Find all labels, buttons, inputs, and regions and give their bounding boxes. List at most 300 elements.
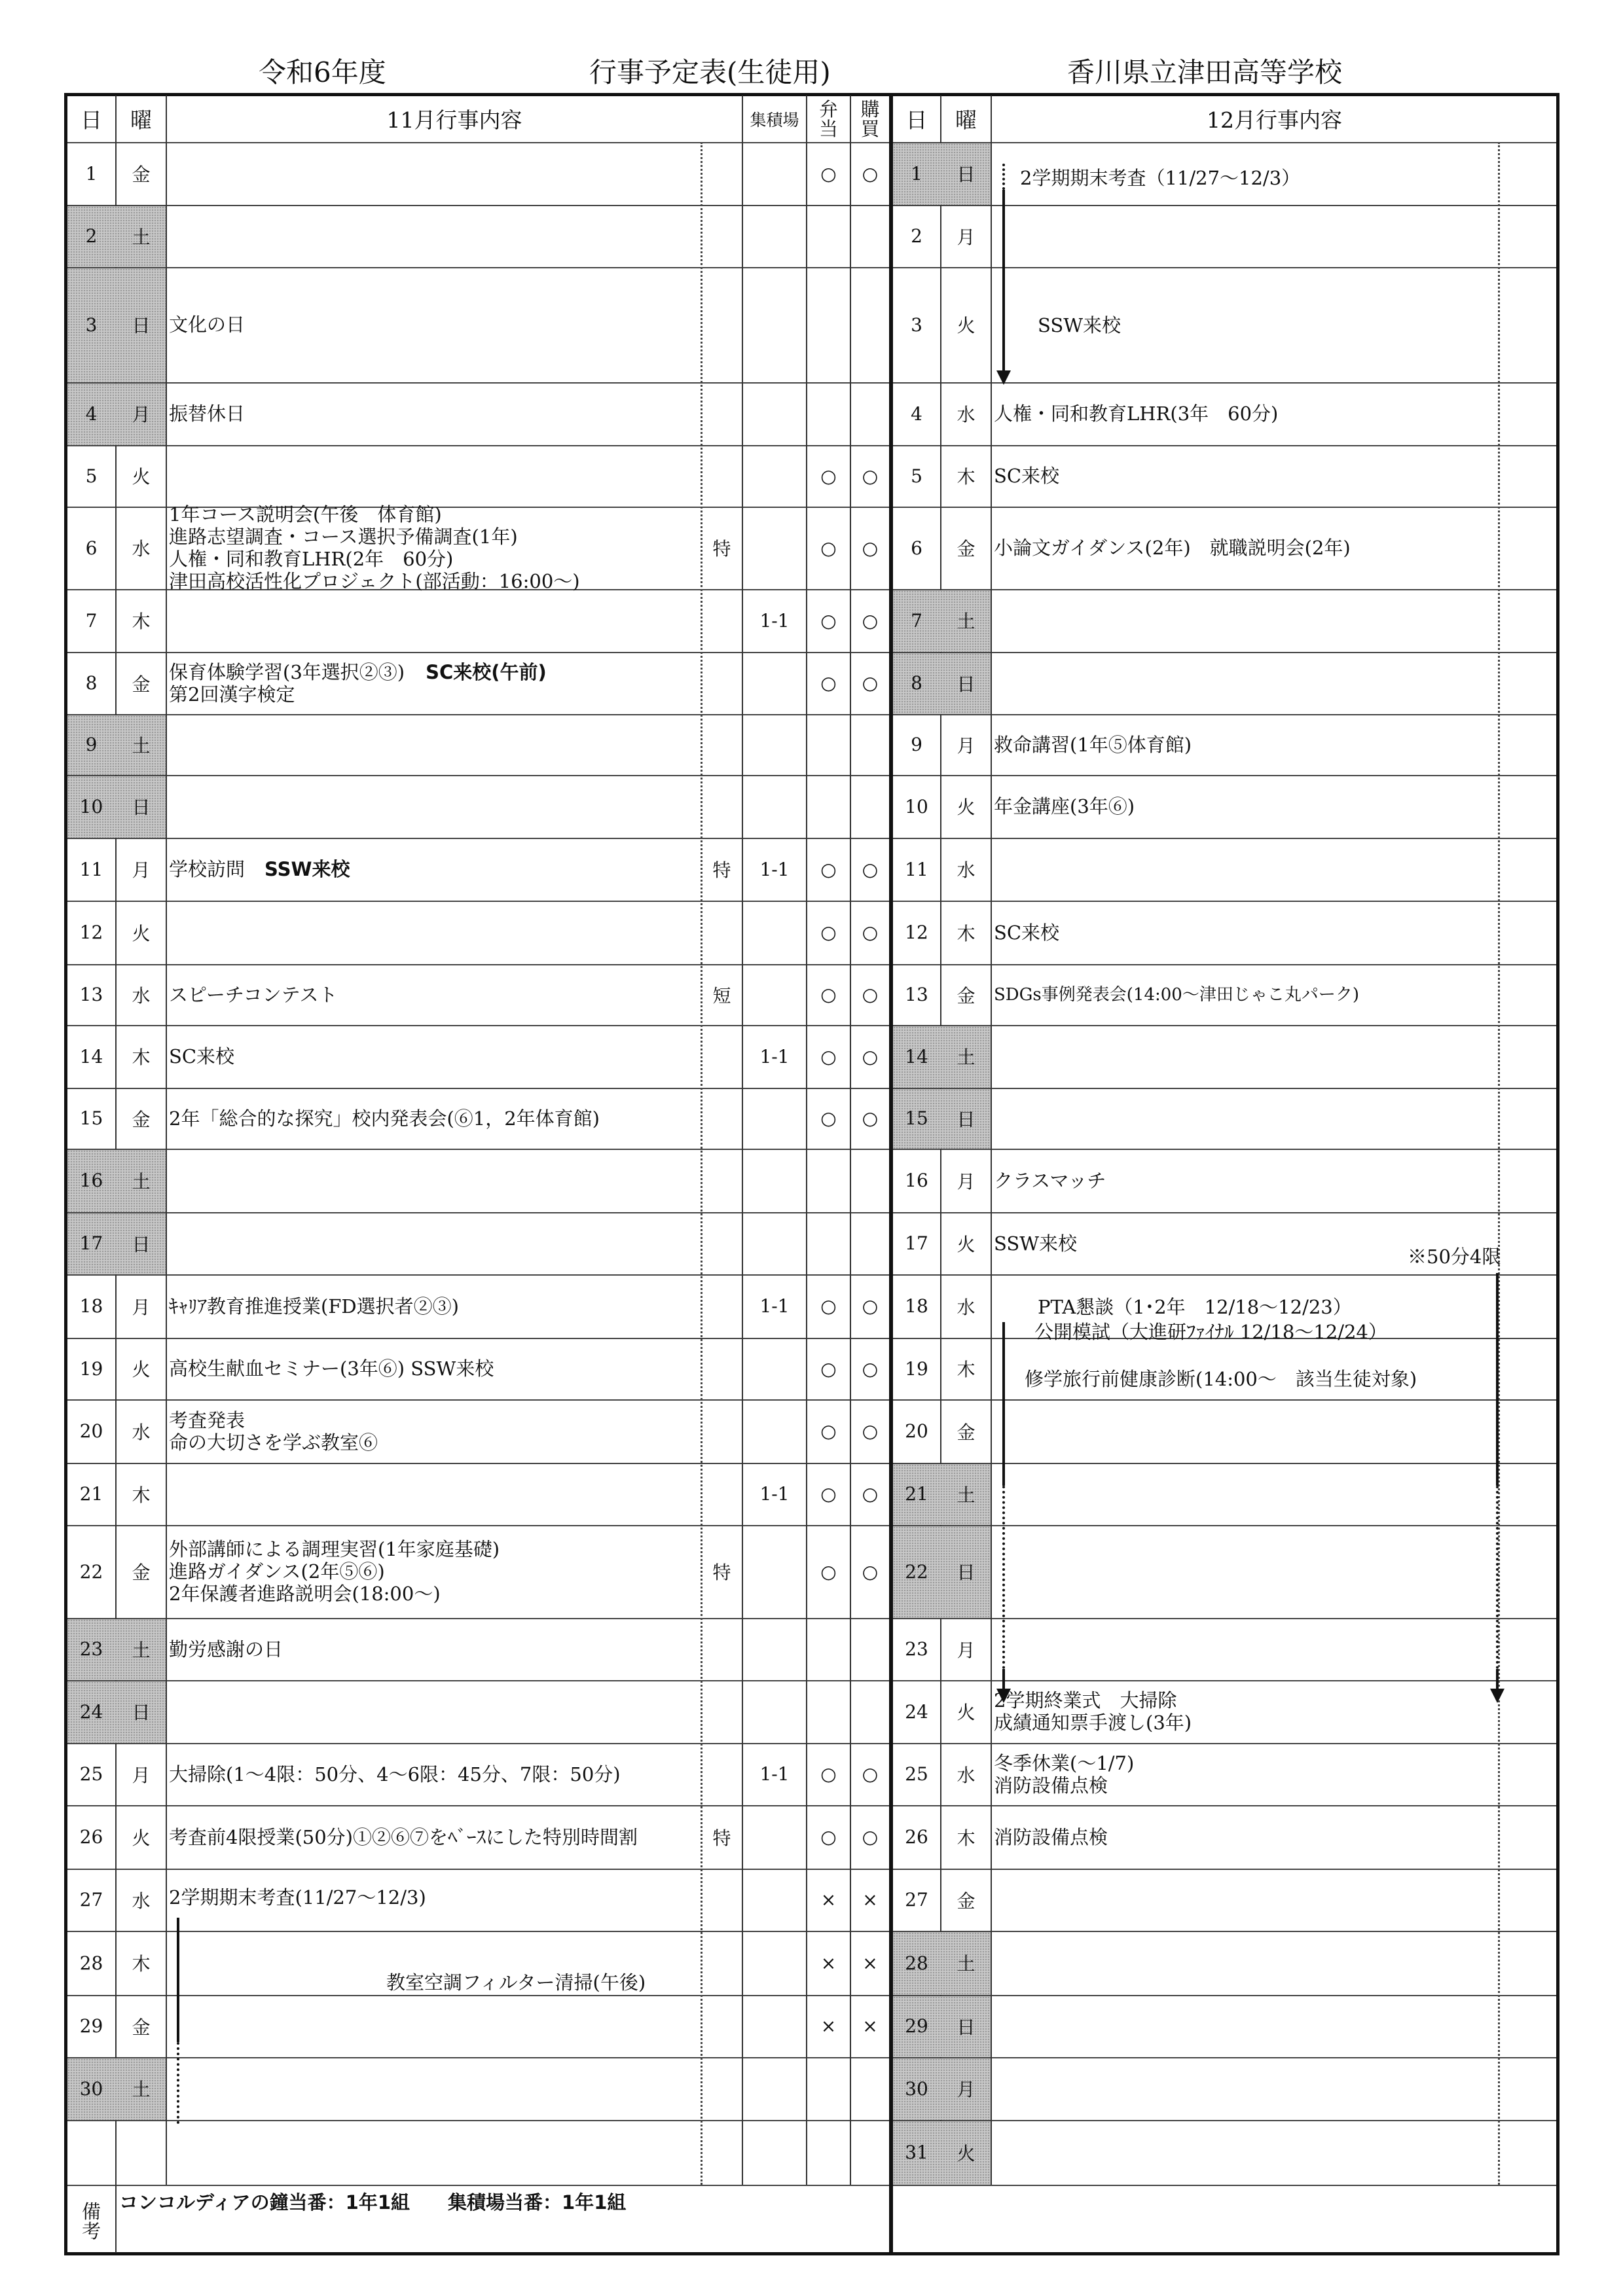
nov-weekday: 木 bbox=[132, 611, 151, 632]
nov-weekday: 月 bbox=[132, 1296, 151, 1318]
dec-mock-arrow-tail bbox=[1496, 1669, 1499, 1690]
dec-weekday: 金 bbox=[957, 1890, 976, 1912]
nov-collection-duty bbox=[743, 1338, 806, 1399]
dec-weekday: 木 bbox=[957, 922, 976, 944]
nov-lunch-mark: ○ bbox=[820, 1045, 837, 1067]
nov-collection-duty bbox=[743, 775, 806, 838]
nov-lunch-mark bbox=[807, 2120, 850, 2185]
fiscal-year-label: 令和6年度 bbox=[259, 56, 386, 88]
dec-day-number: 23 bbox=[905, 1638, 928, 1660]
dec-weekday-header: 曜 bbox=[955, 107, 977, 133]
dec-day-number: 3 bbox=[911, 314, 922, 336]
nov-weekday: 木 bbox=[132, 1953, 151, 1975]
nov-weekday: 日 bbox=[132, 1233, 151, 1255]
dec-day-number: 24 bbox=[905, 1700, 928, 1723]
nov-purchase-mark: × bbox=[862, 2015, 878, 2037]
nov-event bbox=[169, 775, 701, 838]
dec-weekday: 日 bbox=[957, 673, 976, 695]
nov-day-number: 20 bbox=[79, 1420, 103, 1442]
nov-purchase-mark bbox=[851, 714, 889, 775]
nov-purchase-mark bbox=[851, 2120, 889, 2185]
nov-event bbox=[169, 267, 701, 382]
dec-event bbox=[994, 1869, 1498, 1931]
dec-day-header: 日 bbox=[905, 107, 928, 133]
nov-lunch-mark: ○ bbox=[820, 537, 837, 559]
nov-day-number: 6 bbox=[85, 537, 98, 559]
dec-day-number: 27 bbox=[905, 1889, 928, 1910]
nov-exam-arrow-line bbox=[177, 1918, 179, 2042]
nov-special-mark bbox=[702, 1274, 742, 1338]
dec-mock-arrow-dotted bbox=[1496, 1486, 1499, 1669]
dec-event bbox=[994, 775, 1498, 838]
nov-weekday: 土 bbox=[132, 734, 151, 757]
nov-event-line: 人権・同和教育LHR(2年 60分) bbox=[169, 548, 454, 570]
nov-weekday: 金 bbox=[132, 673, 151, 695]
nov-lunch-mark: ○ bbox=[820, 1560, 837, 1583]
nov-event-line: 考査発表 bbox=[169, 1408, 246, 1431]
nov-weekday: 日 bbox=[132, 1702, 151, 1723]
dec-event bbox=[994, 1931, 1498, 1995]
nov-event-line: 外部講師による調理実習(1年家庭基礎) bbox=[169, 1538, 500, 1560]
nov-lunch-mark: × bbox=[820, 1889, 837, 1910]
dec-mock-exam: 公開模試（大進研ﾌｧｲﾅﾙ 12/18～12/24） bbox=[1034, 1321, 1387, 1343]
dec-event-line: 2学期終業式 大掃除 bbox=[994, 1689, 1177, 1712]
nov-collection-duty bbox=[743, 1869, 806, 1931]
dec-day-number: 14 bbox=[905, 1045, 928, 1067]
nov-collection-duty bbox=[743, 382, 806, 445]
dec-weekday: 月 bbox=[957, 1639, 976, 1661]
dec-day-number: 22 bbox=[905, 1560, 928, 1583]
nov-weekday: 月 bbox=[132, 859, 151, 881]
dec-day-number: 1 bbox=[911, 162, 922, 185]
nov-event-line: 振替休日 bbox=[169, 403, 246, 425]
nov-event-line-wrap bbox=[169, 661, 701, 683]
nov-lunch-mark: ○ bbox=[820, 465, 837, 487]
remarks-label-bottom: 考 bbox=[81, 2220, 101, 2242]
dec-weekday: 火 bbox=[957, 2142, 976, 2164]
dec-pta-arrowhead bbox=[996, 1689, 1011, 1703]
nov-special-mark bbox=[702, 2057, 742, 2120]
dec-day-number: 2 bbox=[911, 225, 922, 247]
purchase-header-bottom: 買 bbox=[860, 117, 880, 140]
dec-event bbox=[994, 1399, 1498, 1463]
nov-purchase-mark: × bbox=[862, 1889, 878, 1910]
nov-special-mark bbox=[702, 1743, 742, 1805]
nov-day-number: 9 bbox=[85, 734, 98, 755]
dec-weekday: 土 bbox=[957, 611, 976, 632]
nov-event bbox=[169, 503, 701, 592]
dec-event-line: 冬季休業(～1/7) bbox=[994, 1751, 1135, 1774]
nov-event bbox=[169, 1618, 701, 1680]
nov-collection-duty bbox=[743, 507, 806, 589]
nov-lunch-mark bbox=[807, 775, 850, 838]
nov-purchase-mark: ○ bbox=[862, 922, 879, 943]
nov-event bbox=[169, 838, 701, 901]
dec-event-line: 人権・同和教育LHR(3年 60分) bbox=[994, 403, 1279, 425]
purchase-header bbox=[851, 96, 889, 142]
remarks-text: コンコルディアの鐘当番：1年1組 集積場当番：1年1組 bbox=[119, 2191, 627, 2214]
nov-purchase-mark: ○ bbox=[862, 537, 879, 559]
dec-exam-arrow-line bbox=[1002, 190, 1005, 372]
nov-event bbox=[169, 652, 701, 714]
dec-pta-arrow-tail bbox=[1002, 1669, 1005, 1690]
dec-weekday: 日 bbox=[957, 2016, 976, 2038]
dec-event bbox=[994, 1525, 1498, 1618]
nov-day-number bbox=[67, 2120, 115, 2185]
nov-lunch-mark: ○ bbox=[820, 609, 837, 632]
nov-collection-duty bbox=[743, 1931, 806, 1995]
nov-purchase-mark: ○ bbox=[862, 672, 879, 694]
nov-special-mark bbox=[702, 1025, 742, 1088]
nov-purchase-mark bbox=[851, 267, 889, 382]
nov-collection-duty bbox=[743, 1805, 806, 1869]
dec-day-number: 26 bbox=[905, 1826, 928, 1848]
nov-day-number: 7 bbox=[85, 609, 98, 632]
nov-collection-duty bbox=[743, 901, 806, 964]
nov-purchase-mark: ○ bbox=[862, 1763, 879, 1785]
dec-weekday: 水 bbox=[957, 1764, 976, 1786]
purchase-header-top: 購 bbox=[860, 98, 880, 120]
dec-event-line: 消防設備点検 bbox=[994, 1774, 1108, 1797]
nov-event bbox=[169, 589, 701, 652]
nov-special-mark: 特 bbox=[712, 538, 731, 560]
nov-special-mark bbox=[702, 445, 742, 507]
nov-purchase-mark bbox=[851, 1618, 889, 1680]
nov-collection-duty: 1-1 bbox=[759, 1045, 790, 1067]
nov-day-header: 日 bbox=[81, 107, 102, 133]
nov-events-header: 11月行事内容 bbox=[386, 107, 522, 133]
nov-exam-arrow-dotted bbox=[177, 2042, 179, 2124]
nov-event bbox=[169, 382, 701, 445]
dec-weekday: 木 bbox=[957, 1359, 976, 1380]
nov-lunch-mark: ○ bbox=[820, 1826, 837, 1848]
nov-collection-duty bbox=[743, 1212, 806, 1274]
nov-event-highlight: SSW来校 bbox=[264, 858, 350, 880]
dec-weekday: 日 bbox=[957, 164, 976, 185]
dec-event bbox=[994, 445, 1498, 507]
dec-event bbox=[994, 652, 1498, 714]
dec-event bbox=[994, 589, 1498, 652]
dec-event bbox=[994, 714, 1498, 775]
lunch-header-top: 弁 bbox=[818, 98, 838, 120]
nov-event bbox=[169, 1149, 701, 1212]
nov-collection-duty bbox=[743, 1088, 806, 1149]
nov-collection-duty bbox=[743, 1618, 806, 1680]
nov-event bbox=[169, 1025, 701, 1088]
nov-weekday bbox=[117, 2120, 166, 2185]
nov-special-mark: 特 bbox=[712, 1827, 731, 1849]
nov-lunch-mark bbox=[807, 205, 850, 267]
dec-weekday: 火 bbox=[957, 315, 976, 336]
nov-special-mark bbox=[702, 1680, 742, 1743]
nov-purchase-mark: ○ bbox=[862, 609, 879, 632]
dec-weekday: 水 bbox=[957, 404, 976, 425]
nov-special-mark bbox=[702, 267, 742, 382]
dec-weekday: 金 bbox=[957, 538, 976, 560]
nov-day-number: 12 bbox=[79, 922, 103, 943]
dec-day-number: 29 bbox=[905, 2015, 928, 2037]
nov-special-mark bbox=[702, 775, 742, 838]
nov-event-line: 第2回漢字検定 bbox=[169, 683, 295, 706]
nov-day-number: 14 bbox=[79, 1045, 103, 1067]
nov-day-number: 3 bbox=[85, 314, 98, 336]
nov-lunch-mark bbox=[807, 1149, 850, 1212]
nov-day-number: 4 bbox=[85, 403, 98, 425]
nov-weekday: 木 bbox=[132, 1484, 151, 1506]
nov-purchase-mark: × bbox=[862, 1952, 878, 1974]
nov-event bbox=[169, 1743, 701, 1805]
dec-day-number: 21 bbox=[905, 1483, 928, 1505]
nov-weekday: 月 bbox=[132, 404, 151, 425]
dec-event-line: SC来校 bbox=[994, 465, 1060, 487]
nov-weekday: 火 bbox=[132, 1359, 151, 1380]
nov-event bbox=[169, 1088, 701, 1149]
nov-collection-duty bbox=[743, 1680, 806, 1743]
nov-weekday: 水 bbox=[132, 1421, 151, 1443]
nov-weekday: 水 bbox=[132, 538, 151, 560]
dec-day-number: 17 bbox=[905, 1232, 928, 1254]
nov-event-line: 2年「総合的な探究」校内発表会(⑥1，2年体育館) bbox=[169, 1107, 600, 1130]
dec-day-number: 9 bbox=[911, 734, 922, 755]
nov-event bbox=[169, 142, 701, 205]
dec-weekday: 月 bbox=[957, 2079, 976, 2100]
nov-day-number: 17 bbox=[79, 1232, 103, 1254]
nov-special-mark: 特 bbox=[712, 859, 731, 881]
nov-event-line-wrap bbox=[169, 858, 701, 880]
nov-purchase-mark: ○ bbox=[862, 465, 879, 487]
nov-weekday: 木 bbox=[132, 1047, 151, 1068]
nov-lunch-mark: ○ bbox=[820, 1420, 837, 1442]
nov-day-number: 11 bbox=[79, 858, 103, 880]
nov-event bbox=[169, 1399, 701, 1463]
dec-event bbox=[994, 205, 1498, 267]
nov-purchase-mark: ○ bbox=[862, 162, 879, 185]
dec-event-line: 救命講習(1年⑤体育館) bbox=[994, 733, 1192, 756]
nov-special-mark bbox=[702, 1869, 742, 1931]
dec-weekday: 火 bbox=[957, 1702, 976, 1723]
nov-lunch-mark: ○ bbox=[820, 1763, 837, 1785]
dec-event-line: クラスマッチ bbox=[994, 1169, 1106, 1192]
nov-event-highlight: SC来校(午前) bbox=[426, 660, 547, 683]
nov-collection-duty bbox=[743, 714, 806, 775]
nov-collection-duty bbox=[743, 652, 806, 714]
nov-event-line: 津田高校活性化プロジェクト(部活動：16:00～) bbox=[169, 570, 580, 592]
nov-weekday-header: 曜 bbox=[130, 107, 152, 133]
nov-event-line: SC来校 bbox=[169, 1045, 235, 1067]
nov-day-number: 21 bbox=[79, 1483, 103, 1505]
nov-weekday: 金 bbox=[132, 1108, 151, 1130]
nov-day-number: 28 bbox=[79, 1952, 103, 1974]
nov-purchase-mark bbox=[851, 205, 889, 267]
nov-special-mark bbox=[702, 1463, 742, 1525]
nov-day-number: 8 bbox=[85, 672, 98, 694]
nov-day-number: 1 bbox=[85, 162, 98, 185]
nov-lunch-mark: × bbox=[820, 2015, 837, 2037]
dec-event bbox=[994, 838, 1498, 901]
dec-weekday: 月 bbox=[957, 226, 976, 248]
dec-day-number: 20 bbox=[905, 1420, 928, 1442]
dec-weekday: 火 bbox=[957, 1233, 976, 1255]
nov-weekday: 水 bbox=[132, 984, 151, 1007]
nov-purchase-mark: ○ bbox=[862, 858, 879, 880]
nov-lunch-mark bbox=[807, 1618, 850, 1680]
dec-weekday: 月 bbox=[957, 1170, 976, 1193]
nov-day-number: 24 bbox=[79, 1700, 103, 1723]
nov-weekday: 日 bbox=[132, 797, 151, 818]
dec-event-line: 年金講座(3年⑥) bbox=[994, 795, 1135, 817]
nov-event-line: 大掃除(1～4限：50分、4～6限：45分、7限：50分) bbox=[169, 1763, 621, 1785]
dec-ssw-visit-3: SSW来校 bbox=[1038, 314, 1122, 336]
nov-event bbox=[169, 1338, 701, 1399]
nov-event bbox=[169, 1525, 701, 1618]
nov-purchase-mark: ○ bbox=[862, 1560, 879, 1583]
nov-event bbox=[169, 1274, 701, 1338]
nov-special-mark bbox=[702, 142, 742, 205]
nov-event bbox=[169, 1805, 701, 1869]
dec-weekday: 月 bbox=[957, 734, 976, 757]
nov-lunch-mark bbox=[807, 1212, 850, 1274]
nov-special-mark bbox=[702, 1995, 742, 2057]
nov-event bbox=[169, 1212, 701, 1274]
nov-event-line: 文化の日 bbox=[169, 314, 246, 336]
nov-lunch-mark: ○ bbox=[820, 1295, 837, 1317]
dec-event bbox=[994, 901, 1498, 964]
dec-50min-note: ※50分4限 bbox=[1408, 1246, 1501, 1268]
nov-weekday: 火 bbox=[132, 1827, 151, 1849]
dec-health-check: 修学旅行前健康診断(14:00～ 該当生徒対象) bbox=[1025, 1368, 1417, 1390]
nov-collection-duty: 1-1 bbox=[759, 1763, 790, 1785]
nov-event-line: ｷｬﾘｱ教育推進授業(FD選択者②③) bbox=[169, 1295, 460, 1318]
nov-event bbox=[169, 2057, 701, 2120]
nov-special-mark bbox=[702, 589, 742, 652]
dec-weekday: 木 bbox=[957, 466, 976, 488]
dec-day-number: 15 bbox=[905, 1107, 928, 1129]
dec-event bbox=[994, 2057, 1498, 2120]
nov-event-line: 保育体験学習(3年選択②③) bbox=[169, 660, 405, 683]
nov-collection-duty bbox=[743, 1525, 806, 1618]
dec-event bbox=[994, 1149, 1498, 1212]
nov-purchase-mark bbox=[851, 1680, 889, 1743]
remarks-label bbox=[67, 2190, 115, 2253]
nov-special-mark bbox=[702, 1931, 742, 1995]
nov-special-mark bbox=[702, 1088, 742, 1149]
nov-lunch-mark bbox=[807, 1680, 850, 1743]
row-rule bbox=[67, 2185, 1556, 2186]
nov-lunch-mark: ○ bbox=[820, 984, 837, 1005]
dec-day-number: 13 bbox=[905, 984, 928, 1005]
school-name: 香川県立津田高等学校 bbox=[1067, 56, 1343, 88]
nov-event-line: 命の大切さを学ぶ教室⑥ bbox=[169, 1431, 378, 1454]
nov-event-line: 進路ガイダンス(2年⑤⑥) bbox=[169, 1560, 385, 1583]
nov-event bbox=[169, 901, 701, 964]
nov-lunch-mark bbox=[807, 382, 850, 445]
nov-collection-duty: 1-1 bbox=[759, 1483, 790, 1505]
nov-collection-duty bbox=[743, 267, 806, 382]
dec-day-number: 25 bbox=[905, 1763, 928, 1785]
dec-day-number: 18 bbox=[905, 1295, 928, 1317]
nov-weekday: 月 bbox=[132, 1764, 151, 1786]
nov-weekday: 金 bbox=[132, 1562, 151, 1583]
nov-day-number: 30 bbox=[79, 2077, 103, 2100]
dec-events-header: 12月行事内容 bbox=[1207, 107, 1342, 133]
nov-day-number: 5 bbox=[85, 465, 98, 487]
collection-point-header: 集積場 bbox=[750, 110, 799, 130]
dec-event bbox=[994, 1088, 1498, 1149]
column-rule bbox=[166, 96, 167, 2185]
dec-event bbox=[994, 964, 1498, 1025]
nov-special-mark bbox=[702, 2120, 742, 2185]
dec-event-line: 消防設備点検 bbox=[994, 1825, 1108, 1848]
nov-event bbox=[169, 1680, 701, 1743]
dec-weekday: 水 bbox=[957, 859, 976, 881]
nov-day-number: 10 bbox=[79, 795, 103, 817]
nov-weekday: 土 bbox=[132, 1639, 151, 1661]
nov-event-line: 高校生献血セミナー(3年⑥) SSW来校 bbox=[169, 1357, 494, 1380]
dec-event-line: 小論文ガイダンス(2年) 就職説明会(2年) bbox=[994, 537, 1351, 559]
nov-event-line: 2年保護者進路説明会(18:00～) bbox=[169, 1583, 441, 1605]
nov-purchase-mark: ○ bbox=[862, 1483, 879, 1505]
dec-day-number: 16 bbox=[905, 1170, 928, 1191]
dec-weekday: 金 bbox=[957, 984, 976, 1007]
nov-day-number: 22 bbox=[79, 1560, 103, 1583]
nov-collection-duty bbox=[743, 205, 806, 267]
dec-weekday: 火 bbox=[957, 797, 976, 818]
dec-day-number: 4 bbox=[911, 403, 922, 425]
nov-event-line: 1年コース説明会(午後 体育館) bbox=[169, 503, 442, 526]
nov-special-mark bbox=[702, 1399, 742, 1463]
nov-lunch-mark: ○ bbox=[820, 162, 837, 185]
nov-purchase-mark: ○ bbox=[862, 1045, 879, 1067]
nov-lunch-mark: ○ bbox=[820, 1107, 837, 1129]
nov-day-number: 13 bbox=[79, 984, 103, 1005]
document-title: 行事予定表(生徒用) bbox=[589, 56, 831, 88]
dec-event bbox=[994, 382, 1498, 445]
dec-weekday: 水 bbox=[957, 1296, 976, 1318]
nov-collection-duty bbox=[743, 1149, 806, 1212]
nov-collection-duty bbox=[743, 964, 806, 1025]
nov-special-mark bbox=[702, 652, 742, 714]
nov-weekday: 水 bbox=[132, 1890, 151, 1912]
nov-day-number: 29 bbox=[79, 2015, 103, 2037]
dec-day-number: 31 bbox=[905, 2142, 928, 2163]
dec-pta-arrow-dotted bbox=[1002, 1486, 1005, 1669]
nov-collection-duty: 1-1 bbox=[759, 1295, 790, 1317]
dec-weekday: 土 bbox=[957, 1953, 976, 1975]
nov-weekday: 火 bbox=[132, 922, 151, 944]
nov-day-number: 2 bbox=[85, 225, 98, 247]
nov-lunch-mark bbox=[807, 714, 850, 775]
nov-purchase-mark bbox=[851, 1149, 889, 1212]
dec-weekday: 日 bbox=[957, 1562, 976, 1583]
nov-lunch-mark bbox=[807, 267, 850, 382]
nov-collection-duty bbox=[743, 142, 806, 205]
dec-exam-arrow-dotted bbox=[1002, 164, 1005, 190]
dec-event-line: SDGs事例発表会(14:00～津田じゃこ丸パーク) bbox=[994, 984, 1359, 1005]
column-rule bbox=[991, 96, 992, 2185]
dec-exam-period: 2学期期末考査（11/27～12/3） bbox=[1020, 167, 1301, 189]
dec-day-number: 8 bbox=[911, 672, 922, 694]
dec-day-number: 19 bbox=[905, 1357, 928, 1380]
dec-event bbox=[994, 1025, 1498, 1088]
dec-event bbox=[994, 507, 1498, 589]
nov-event bbox=[169, 714, 701, 775]
nov-lunch-mark: × bbox=[820, 1952, 837, 1974]
dec-weekday: 金 bbox=[957, 1421, 976, 1443]
nov-purchase-mark bbox=[851, 775, 889, 838]
nov-collection-duty: 1-1 bbox=[759, 858, 790, 880]
nov-purchase-mark: ○ bbox=[862, 1295, 879, 1317]
nov-event-line: 学校訪問 bbox=[169, 858, 246, 880]
